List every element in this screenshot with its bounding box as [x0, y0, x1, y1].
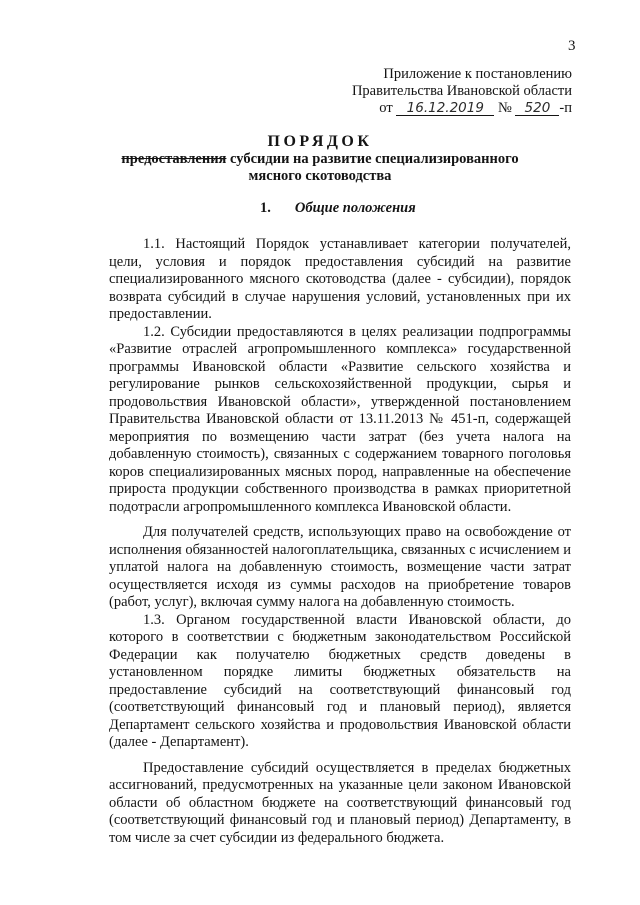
handwritten-number: 520: [515, 102, 559, 116]
struck-word: предоставления: [121, 151, 227, 167]
subtitle-line-1-rest: субсидии на развитие специализированного: [226, 151, 519, 167]
paragraph-budget: Предоставление субсидий осуществляется в пределах бюджетных ассигнований, предусмотренных на указанные цели законом Ивановской области об областном бюджете на соответствующий финансовый год (соответствующий финансовый год и плановый период) Департаменту, в том числе за счет субсидии из федерального бюджета.: [109, 759, 571, 846]
section-heading: [260, 200, 416, 217]
section-number: 1.: [260, 200, 271, 216]
date-prefix: от: [379, 100, 393, 116]
appendix-line-2: Правительства Ивановской области: [351, 83, 572, 99]
page-number: 3: [568, 38, 576, 54]
section-title: Общие положения: [294, 200, 416, 216]
number-sign: №: [497, 100, 512, 116]
paragraph-1-1: 1.1. Настоящий Порядок устанавливает категории получателей, цели, условия и порядок предоставления субсидий на развитие специализированного мясного скотоводства (далее - субсидии), порядок возврата субсидий в случае нарушения условий, установленных при их предоставлении.: [109, 236, 571, 322]
subtitle-line-2: мясного скотоводства: [248, 168, 392, 184]
number-suffix: -п: [559, 100, 572, 116]
handwritten-date: 16.12.2019: [396, 102, 494, 116]
appendix-line-1: Приложение к постановлению: [383, 66, 572, 82]
paragraph-1-3: 1.3. Органом государственной власти Ивановской области, до которого в соответствии с бюджетным законодательством Российской Федерации как получателю бюджетных средств доведены в установленном порядке лимиты бюджетных обязательств на предоставление субсидий на соответствующий финансовый год (соответствующий финансовый год и плановый период), является Департамент сельского хозяйства и продовольствия Ивановской области (далее - Департамент).: [109, 611, 571, 750]
paragraph-vat-note: Для получателей средств, использующих право на освобождение от исполнения обязанностей налогоплательщика, связанных с исчислением и уплатой налога на добавленную стоимость, возмещение части затрат осуществляется исходя из суммы расходов на приобретение товаров (работ, услуг), включая сумму налога на добавленную стоимость.: [109, 524, 571, 610]
document-title: ПОРЯДОК: [267, 133, 373, 150]
appendix-line-3: [352, 100, 572, 117]
paragraph-1-2: 1.2. Субсидии предоставляются в целях реализации подпрограммы «Развитие отраслей агропромышленного комплекса» государственной программы Ивановской области «Развитие сельского хозяйства и регулирование рынков сельскохозяйственной продукции, сырья и продовольствия Ивановской области», утвержденной постановлением Правительства Ивановской области от 13.11.2013 № 451-п, содержащей мероприятия по возмещению части затрат (без учета налога на добавленную стоимость), связанных с содержанием товарного поголовья коров специализированных мясных пород, направленные на обеспечение прироста продукции собственного производства в рамках приоритетной подотрасли агропромышленного комплекса Ивановской области.: [109, 323, 571, 515]
subtitle-line-1: [0, 151, 640, 168]
appendix-block: [352, 66, 572, 117]
document-subtitle: [0, 151, 640, 185]
body-text: [109, 236, 571, 847]
